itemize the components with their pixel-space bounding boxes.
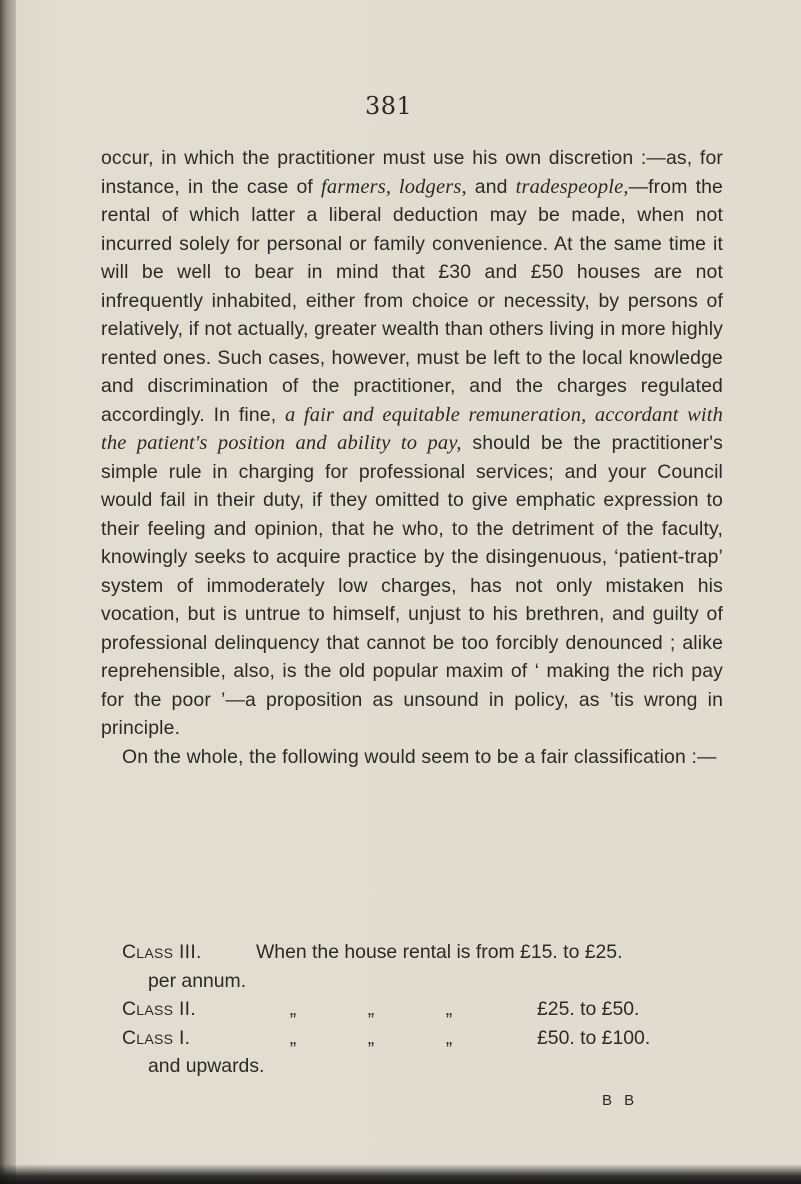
classification-list xyxy=(101,938,741,1081)
binding-edge xyxy=(0,0,16,1184)
class-row-iii xyxy=(101,938,741,967)
text-run: occur, in which the practitioner must use his own discretion :—as, for instance, in the case of xyxy=(101,147,723,198)
paragraph-remuneration xyxy=(101,144,723,743)
class-label: Class III. xyxy=(122,941,202,963)
body-text xyxy=(101,144,723,771)
class-row-ii xyxy=(101,995,741,1024)
italic-phrase: tradespeople, xyxy=(515,175,629,198)
class-range: £50. to £100. xyxy=(537,1026,651,1049)
class-row-i-continuation xyxy=(101,1052,741,1081)
italic-phrase: farmers, lodgers, xyxy=(321,175,467,198)
class-row-i xyxy=(101,1024,741,1053)
text-run: and xyxy=(466,175,516,198)
class-row-iii-continuation xyxy=(101,967,741,996)
signature-mark: B B xyxy=(602,1092,639,1109)
page-bottom-shadow xyxy=(0,1164,801,1184)
class-range: £25. to £50. xyxy=(537,998,640,1020)
class-description: When the house rental is from £15. to £25. xyxy=(256,941,623,963)
text-run: —from the rental of which latter a liberal deduction may be made, when not incurred solely for personal or family convenience. At the same time it will be well to bear in mind that £30 and £50 houses are not infrequently inhabited, either from choice or necessity, by persons of relatively, if not actually, greater wealth than others living in more highly rented ones. Such cases, however, must be left to the local knowledge and discrimination of the practitioner, and the charges regulated accordingly. In fine, xyxy=(101,175,723,426)
class-follow-text: per annum. xyxy=(148,969,247,992)
ditto-mark: „ xyxy=(445,998,453,1020)
class-label: Class I. xyxy=(122,1026,191,1049)
ditto-mark: „ xyxy=(367,1026,375,1049)
ditto-mark: „ xyxy=(367,998,375,1020)
ditto-mark: „ xyxy=(445,1026,453,1049)
page-number: 381 xyxy=(365,92,413,120)
ditto-mark: „ xyxy=(289,998,297,1020)
italic-phrase: a fair and equitable remuneration, accordant with the patient's position and ability to pay, xyxy=(101,403,723,454)
text-run: should be the practitioner's simple rule in charging for professional services; and your Council would fail in their duty, if they omitted to give emphatic expression to their feeling and opinion, that he who, to the detriment of the faculty, knowingly seeks to acquire practice by the disingenuous, ‘patient-trap’ system of immoderately low charges, has not only mistaken his vocation, but is untrue to himself, unjust to his brethren, and guilty of professional delinquency that cannot be too forcibly denounced ; alike reprehensible, also, is the old popular maxim of ‘ making the rich pay for the poor ’—a proposition as unsound in policy, as ’tis wrong in principle. xyxy=(101,432,723,739)
paragraph-classification-intro: On the whole, the following would seem to be a fair classification :— xyxy=(122,745,717,768)
class-follow-text: and upwards. xyxy=(148,1055,265,1077)
ditto-mark: „ xyxy=(289,1026,297,1049)
class-label: Class II. xyxy=(122,998,197,1020)
